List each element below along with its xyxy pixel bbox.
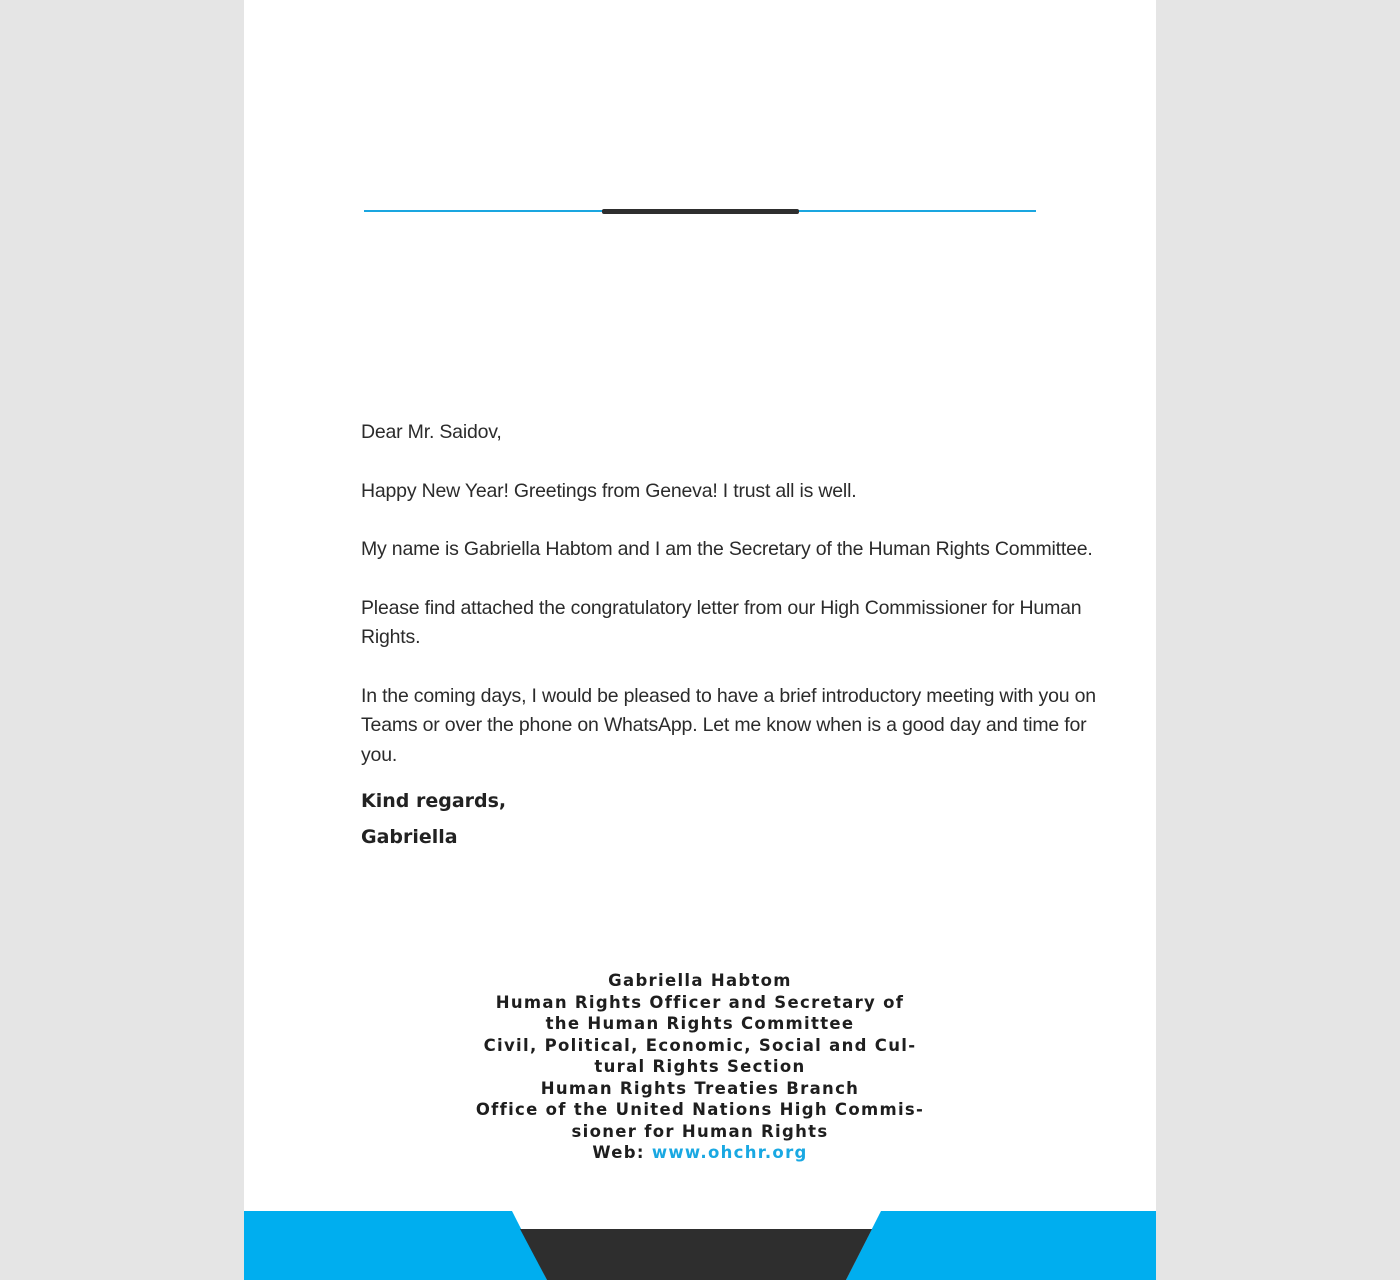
signature-office-line-2: sioner for Human Rights [571,1121,829,1141]
web-label: Web: [592,1143,645,1162]
closing-block [361,783,506,855]
paragraph-introduction: My name is Gabriella Habtom and I am the Secretary of the Human Rights Committee. [361,538,1093,560]
signature-name: Gabriella Habtom [608,971,792,990]
signature-branch: Human Rights Treaties Branch [540,1078,860,1098]
salutation: Dear Mr. Saidov, [361,421,502,443]
web-link[interactable]: www.ohchr.org [651,1143,808,1162]
signature-section-line-2: tural Rights Section [594,1057,806,1076]
paragraph-greeting: Happy New Year! Greetings from Geneva! I trust all is well. [361,479,857,502]
letter-body [361,418,1121,784]
footer-dark-trapezoid [520,1229,872,1280]
sender-first-name: Gabriella [361,826,458,848]
signature-web [450,1142,950,1164]
paragraph-attachment: Please find attached the congratulatory letter from our High Commissioner for Human Rights. [361,596,1082,648]
signature-title-line-2: the Human Rights Committee [545,1014,855,1033]
footer-band [244,1211,1156,1280]
paragraph-meeting-request: In the coming days, I would be pleased to have a brief introductory meeting with you on Teams or over the phone on WhatsApp. Let me know when is a good day and time for you. [361,684,1096,766]
closing-text: Kind regards, [361,790,507,812]
signature-office-line-1: Office of the United Nations High Commis- [475,1100,925,1119]
footer-graphic [244,1211,1156,1280]
signature-section-line-1: Civil, Political, Economic, Social and Cul- [483,1035,917,1055]
header-divider-accent [602,209,799,214]
signature-title-line-1: Human Rights Officer and Secretary of [495,992,905,1012]
email-signature [450,970,950,1164]
letter-page [244,0,1156,1280]
